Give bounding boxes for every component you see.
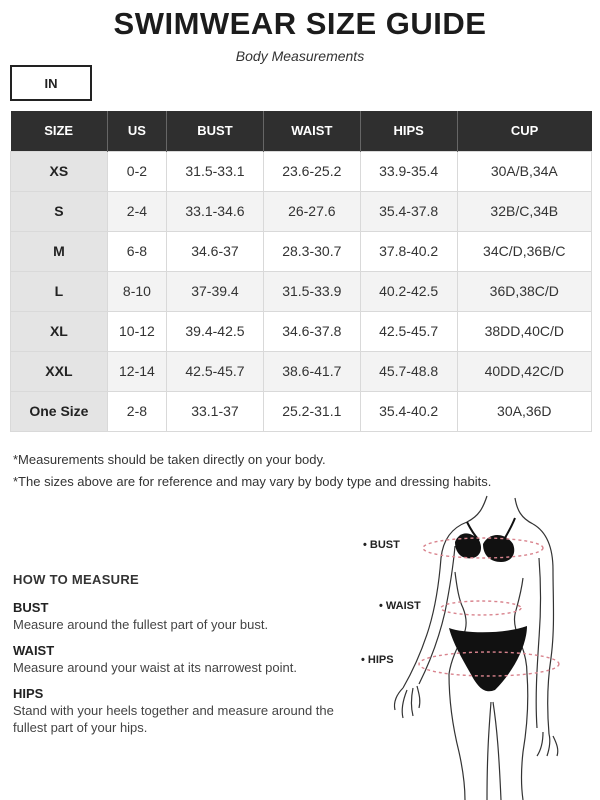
bust-cell: 37-39.4 xyxy=(167,271,264,311)
waist-cell: 25.2-31.1 xyxy=(263,391,360,431)
column-header: WAIST xyxy=(263,111,360,151)
us-cell: 2-8 xyxy=(107,391,166,431)
notes xyxy=(13,449,491,493)
column-header: SIZE xyxy=(11,111,108,151)
table-row xyxy=(11,191,592,231)
size-cell: XS xyxy=(11,151,108,191)
how-item-bust xyxy=(13,599,363,633)
size-cell: One Size xyxy=(11,391,108,431)
cup-cell: 30A/B,34A xyxy=(457,151,591,191)
cup-cell: 32B/C,34B xyxy=(457,191,591,231)
how-item-heading: HIPS xyxy=(13,686,44,701)
how-item-hips xyxy=(13,685,363,736)
table-row xyxy=(11,391,592,431)
unit-toggle-button[interactable]: IN xyxy=(10,65,92,101)
us-cell: 2-4 xyxy=(107,191,166,231)
bust-cell: 31.5-33.1 xyxy=(167,151,264,191)
waist-cell: 38.6-41.7 xyxy=(263,351,360,391)
table-row xyxy=(11,271,592,311)
column-header: HIPS xyxy=(360,111,457,151)
note-measure-directly: *Measurements should be taken directly on your body. xyxy=(13,452,326,467)
note-sizes-reference: *The sizes above are for reference and may vary by body type and dressing habits. xyxy=(13,474,492,489)
hips-cell: 40.2-42.5 xyxy=(360,271,457,311)
us-cell: 6-8 xyxy=(107,231,166,271)
table-row xyxy=(11,151,592,191)
cup-cell: 38DD,40C/D xyxy=(457,311,591,351)
how-to-measure-title: HOW TO MEASURE xyxy=(13,572,140,587)
body-figure-icon xyxy=(355,488,600,800)
how-item-text: Measure around your waist at its narrowest point. xyxy=(13,660,297,675)
body-figure-illustration xyxy=(355,488,600,800)
table-header-row xyxy=(11,111,592,151)
hips-cell: 33.9-35.4 xyxy=(360,151,457,191)
page-subtitle: Body Measurements xyxy=(235,48,365,64)
us-cell: 8-10 xyxy=(107,271,166,311)
size-cell: M xyxy=(11,231,108,271)
bust-cell: 33.1-34.6 xyxy=(167,191,264,231)
hips-cell: 35.4-37.8 xyxy=(360,191,457,231)
how-item-heading: BUST xyxy=(13,600,49,615)
column-header: CUP xyxy=(457,111,591,151)
cup-cell: 36D,38C/D xyxy=(457,271,591,311)
bust-label: • BUST xyxy=(363,539,400,551)
waist-cell: 28.3-30.7 xyxy=(263,231,360,271)
how-item-heading: WAIST xyxy=(13,643,55,658)
size-cell: XXL xyxy=(11,351,108,391)
waist-cell: 23.6-25.2 xyxy=(263,151,360,191)
bust-cell: 33.1-37 xyxy=(167,391,264,431)
table-row xyxy=(11,311,592,351)
table-row xyxy=(11,231,592,271)
size-cell: XL xyxy=(11,311,108,351)
us-cell: 0-2 xyxy=(107,151,166,191)
size-table xyxy=(10,111,592,432)
size-cell: S xyxy=(11,191,108,231)
waist-cell: 26-27.6 xyxy=(263,191,360,231)
how-to-measure-section xyxy=(13,572,363,745)
how-item-text: Measure around the fullest part of your bust. xyxy=(13,617,269,632)
column-header: BUST xyxy=(167,111,264,151)
hips-cell: 35.4-40.2 xyxy=(360,391,457,431)
waist-cell: 31.5-33.9 xyxy=(263,271,360,311)
hips-cell: 37.8-40.2 xyxy=(360,231,457,271)
cup-cell: 40DD,42C/D xyxy=(457,351,591,391)
table-row xyxy=(11,351,592,391)
cup-cell: 30A,36D xyxy=(457,391,591,431)
us-cell: 10-12 xyxy=(107,311,166,351)
bust-cell: 39.4-42.5 xyxy=(167,311,264,351)
waist-cell: 34.6-37.8 xyxy=(263,311,360,351)
size-cell: L xyxy=(11,271,108,311)
hips-cell: 42.5-45.7 xyxy=(360,311,457,351)
how-item-text: Stand with your heels together and measure around the fullest part of your hips. xyxy=(13,703,334,735)
us-cell: 12-14 xyxy=(107,351,166,391)
hips-label: • HIPS xyxy=(361,654,394,666)
how-item-waist xyxy=(13,642,363,676)
hips-cell: 45.7-48.8 xyxy=(360,351,457,391)
waist-label: • WAIST xyxy=(379,600,421,612)
cup-cell: 34C/D,36B/C xyxy=(457,231,591,271)
column-header: US xyxy=(107,111,166,151)
bust-cell: 42.5-45.7 xyxy=(167,351,264,391)
bust-cell: 34.6-37 xyxy=(167,231,264,271)
page-title: SWIMWEAR SIZE GUIDE xyxy=(113,6,487,41)
